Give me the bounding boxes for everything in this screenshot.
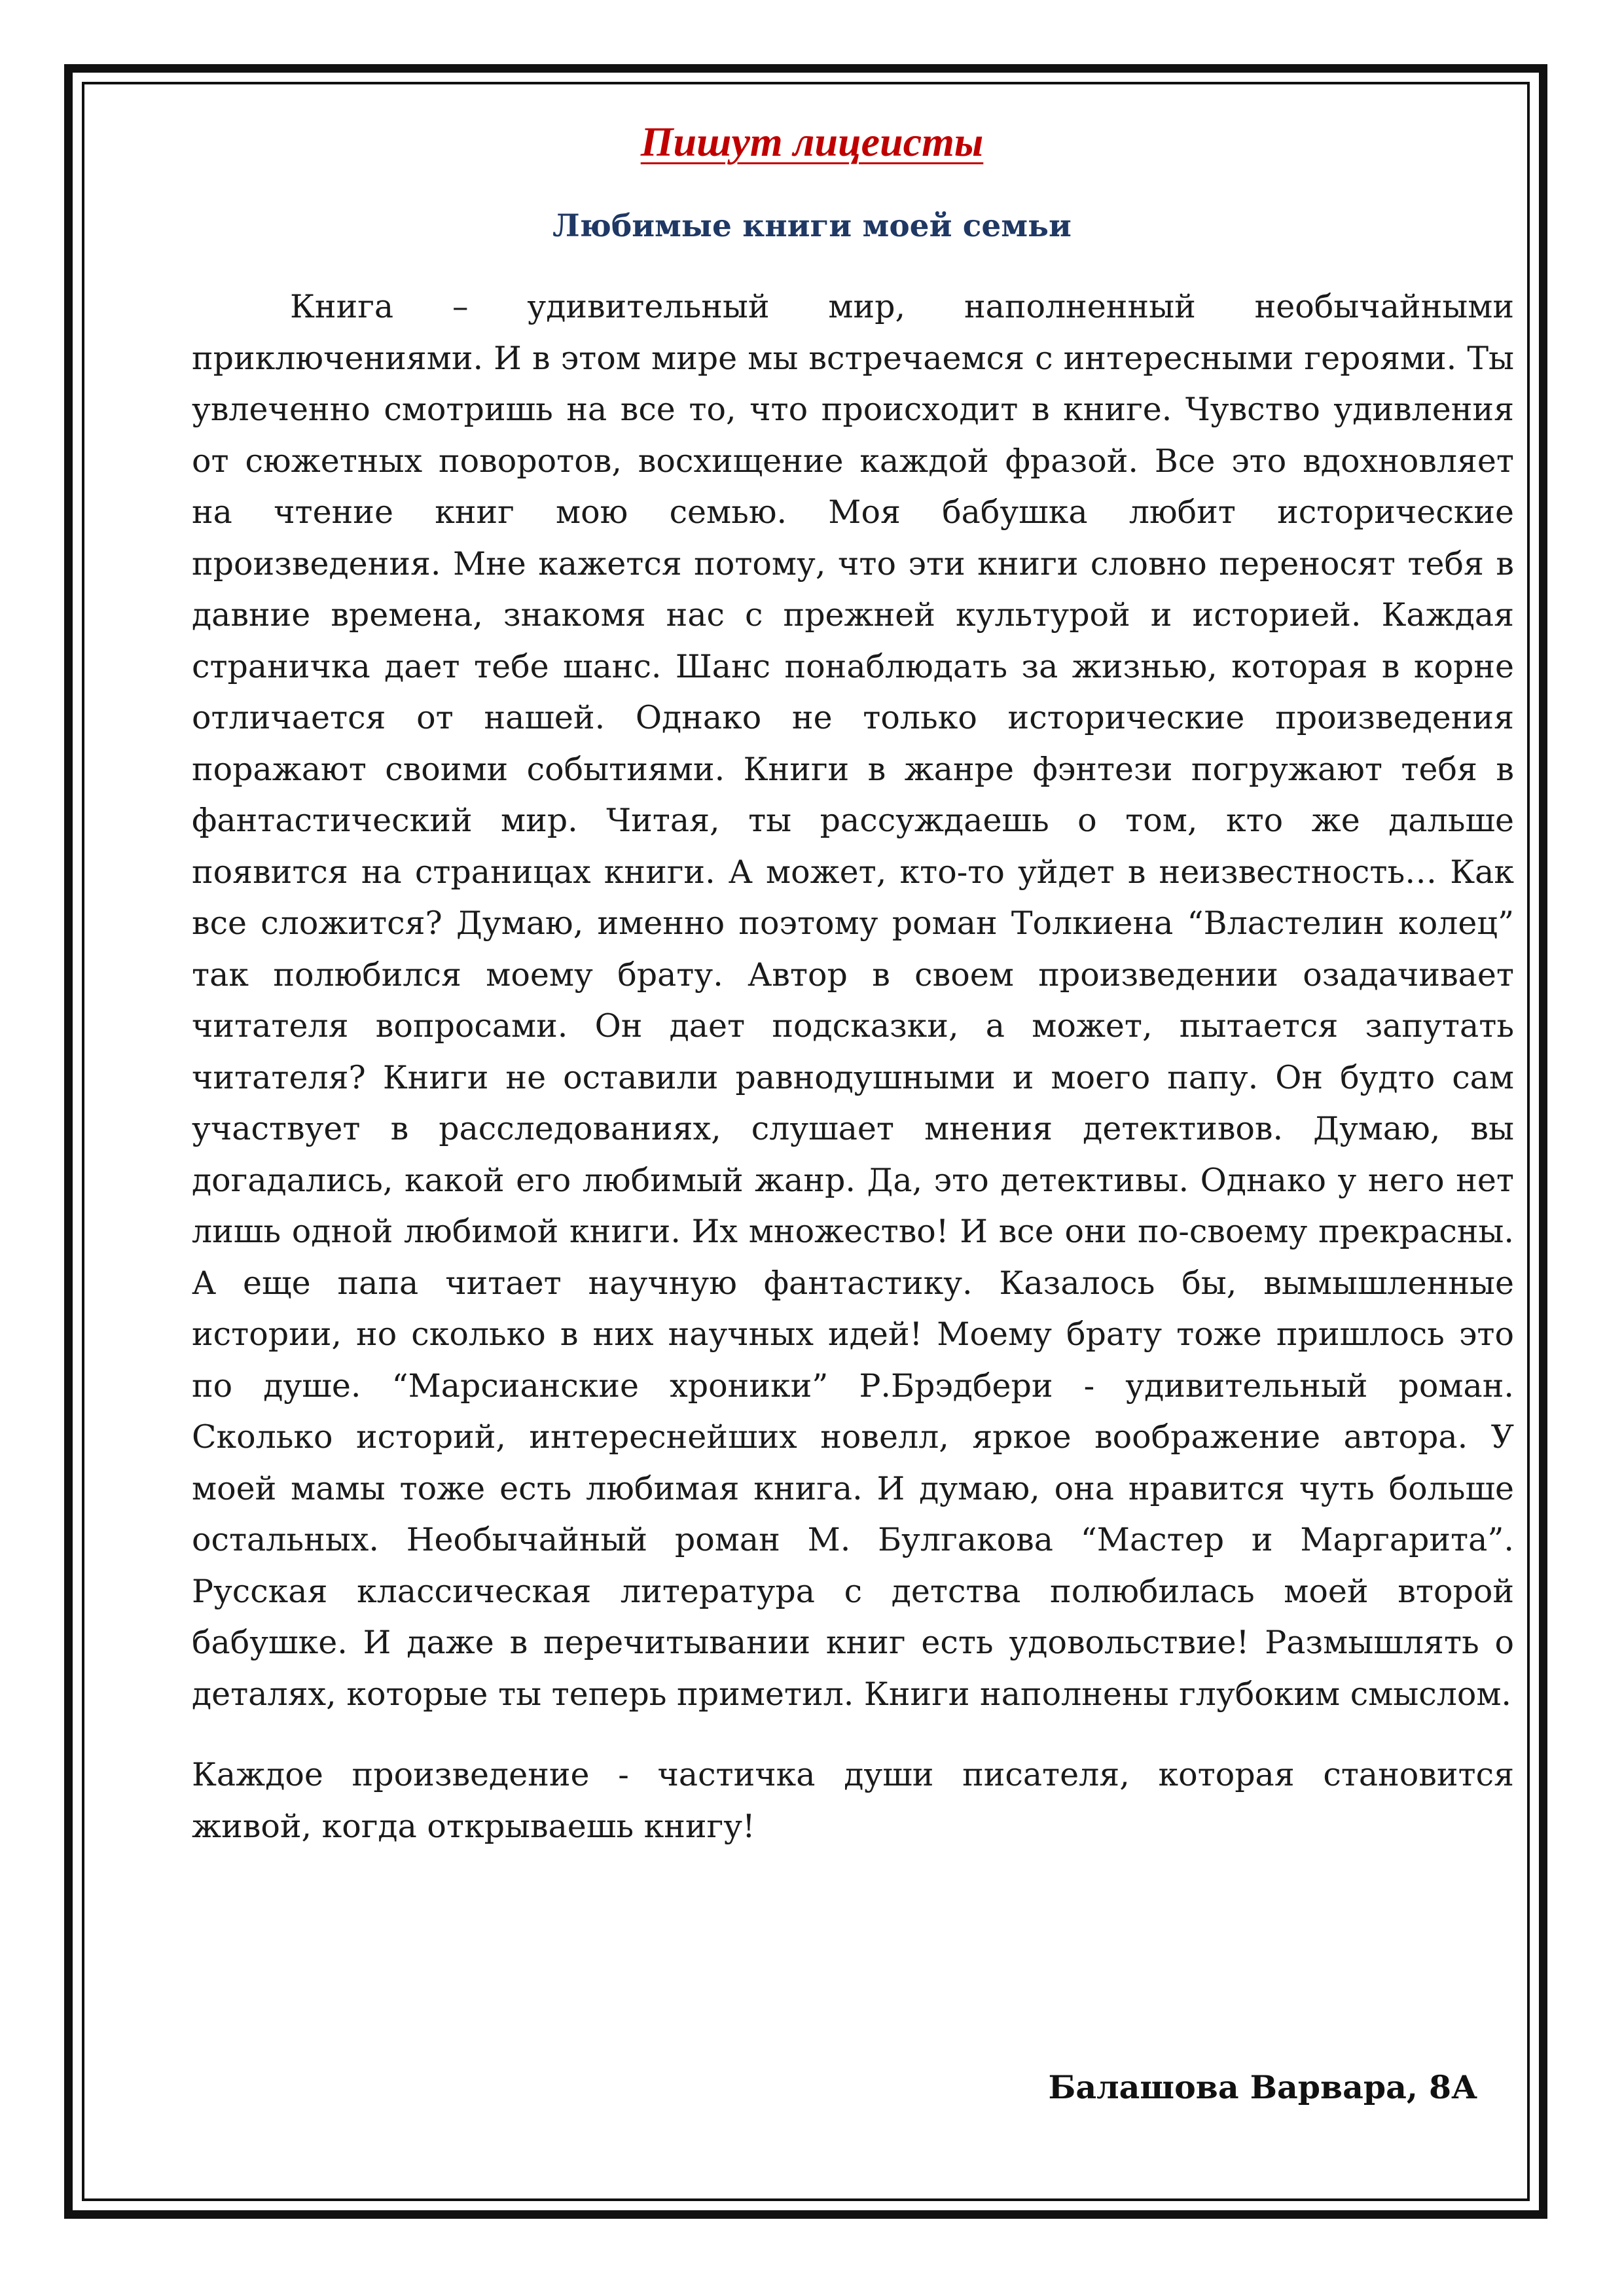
article-paragraph: Каждое произведение - частичка души писателя, которая становится живой, когда открываешь книгу! — [192, 1756, 1514, 1845]
article-paragraph: Книга – удивительный мир, наполненный необычайными приключениями. И в этом мире мы встречаемся с интересными героями. Ты увлеченно смотришь на все то, что происходит в книге. Чувство удивления от сюжетных поворотов, восхищение каждой фразой. Все это вдохновляет на чтение книг мою семью. Моя бабушка любит исторические произведения. Мне кажется потому, что эти книги словно переносят тебя в давние времена, знакомя нас с прежней культурой и историей. Каждая страничка дает тебе шанс. Шанс понаблюдать за жизнью, которая в корне отличается от нашей. Однако не только исторические произведения поражают своими событиями. Книги в жанре фэнтези погружают тебя в фантастический мир. Читая, ты рассуждаешь о том, кто же дальше появится на страницах книги. А может, кто-то уйдет в неизвестность… Как все сложится? Думаю, именно поэтому роман Толкиена “Властелин колец” так полюбился моему брату. Автор в своем произведении озадачивает читателя вопросами. Он дает подсказки, а может, пытается запутать читателя? Книги не оставили равнодушными и моего папу. Он будто сам участвует в расследованиях, слушает мнения детективов. Думаю, вы догадались, какой его любимый жанр. Да, это детективы. Однако у него нет лишь одной любимой книги. Их множество! И все они по-своему прекрасны. А еще папа читает научную фантастику. Казалось бы, вымышленные истории, но сколько в них научных идей! Моему брату тоже пришлось это по душе. “Марсианские хроники” Р.Брэдбери - удивительный роман. Сколько историй, интереснейших новелл, яркое воображение автора. У моей мамы тоже есть любимая книга. И думаю, она нравится чуть больше остальных. Необычайный роман М. Булгакова “Мастер и Маргарита”. Русская классическая литература с детства полюбилась моей второй бабушке. И даже в перечитывании книг есть удовольствие! Размышлять о деталях, которые ты теперь приметил. Книги наполнены глубоким смыслом. — [192, 288, 1514, 1713]
article-body — [192, 281, 1514, 1852]
section-heading: Пишут лицеисты — [640, 118, 984, 165]
article-title: Любимые книги моей семьи — [552, 208, 1072, 244]
author-signature: Балашова Варвара, 8А — [1048, 2068, 1477, 2106]
